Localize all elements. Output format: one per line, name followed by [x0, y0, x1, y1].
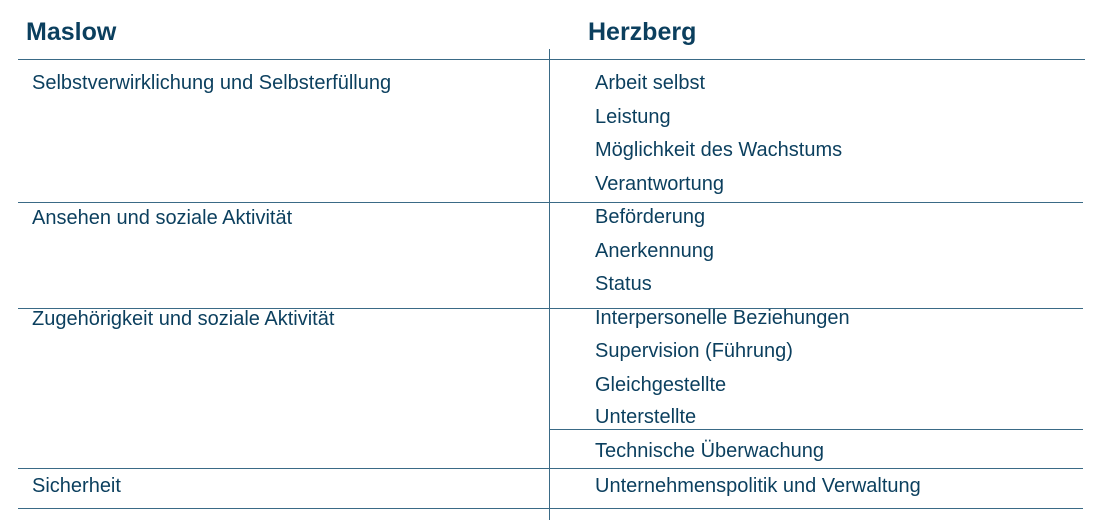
- maslow-level: Zugehörigkeit und soziale Aktivität: [32, 308, 335, 330]
- herzberg-factor: Möglichkeit des Wachstums: [595, 139, 843, 161]
- maslow-level: Selbstverwirklichung und Selbsterfüllung: [32, 72, 392, 94]
- herzberg-factor: Arbeit selbst: [595, 72, 706, 94]
- herzberg-factor: Gleichgestellte: [595, 374, 727, 396]
- herzberg-factor: Unternehmenspolitik und Verwaltung: [595, 475, 921, 497]
- herzberg-factor: Beförderung: [595, 206, 706, 228]
- herzberg-factor: Verantwortung: [595, 173, 724, 195]
- table-bottom-rule: [18, 508, 1083, 509]
- header-rule: [18, 59, 1085, 60]
- herzberg-factor: Supervision (Führung): [595, 340, 793, 362]
- maslow-level: Sicherheit: [32, 475, 121, 497]
- herzberg-factor: Interpersonelle Beziehungen: [595, 307, 850, 329]
- row-divider: [18, 202, 1083, 203]
- herzberg-factor: Anerkennung: [595, 240, 714, 262]
- herzberg-factor: Technische Überwachung: [595, 440, 825, 462]
- header-herzberg: Herzberg: [588, 18, 697, 46]
- header-maslow: Maslow: [26, 18, 117, 46]
- maslow-level: Ansehen und soziale Aktivität: [32, 207, 293, 229]
- sub-row-divider: [549, 429, 1083, 430]
- row-divider: [18, 468, 1083, 469]
- herzberg-factor: Status: [595, 273, 652, 295]
- herzberg-factor: Leistung: [595, 106, 671, 128]
- column-divider: [549, 49, 550, 520]
- herzberg-factor: Unterstellte: [595, 406, 697, 428]
